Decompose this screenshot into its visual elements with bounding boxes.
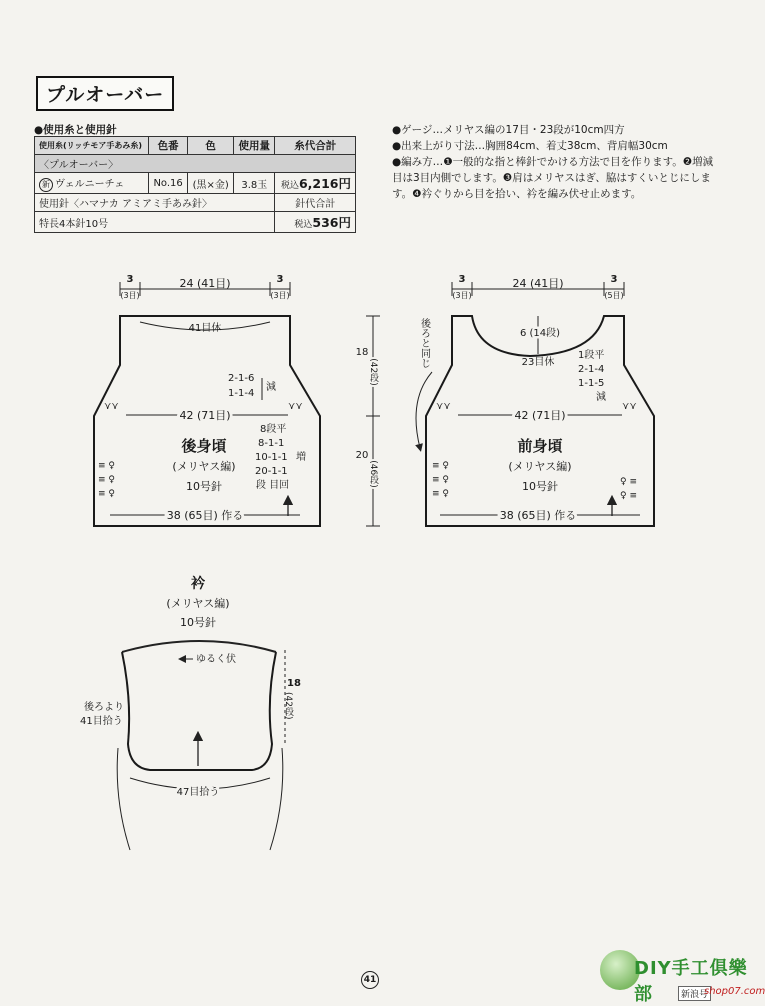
svg-text:≡ ♀: ≡ ♀ — [98, 489, 115, 499]
back-height-lower-rows: (46段) — [368, 460, 378, 488]
svg-text:⋎⋎: ⋎⋎ — [622, 401, 637, 412]
svg-text:♀ ≡: ♀ ≡ — [620, 477, 637, 487]
yarn-name: ヴェルニーチェ — [55, 178, 125, 190]
back-dec-label: 減 — [266, 382, 276, 393]
back-title: 後身頃 — [181, 437, 227, 455]
back-inc-row-3: 10-1-1 — [255, 452, 288, 463]
collar-needle: 10号針 — [180, 616, 216, 629]
back-side-stitches-right: (3目) — [270, 291, 290, 300]
svg-text:≡ ♀: ≡ ♀ — [432, 461, 449, 471]
front-side-width-right: 3 — [610, 274, 618, 285]
back-height-lower: 20 — [355, 450, 369, 461]
front-neck-dec-1: 1段平 — [578, 350, 605, 361]
yarn-amount: 3.8玉 — [234, 173, 275, 194]
collar-pick-total: 47目拾う — [176, 787, 220, 798]
back-stitch: (メリヤス編) — [172, 460, 236, 473]
front-neck-depth: 6 (14段) — [519, 328, 561, 339]
page-title: プルオーバー — [36, 76, 174, 111]
logo-text: DIY手工俱樂部 — [634, 958, 748, 1005]
back-chest-width: 42 (71目) — [179, 409, 231, 422]
needle-name: 特長4本針10号 — [35, 212, 275, 233]
back-inc-row-2: 8-1-1 — [258, 438, 285, 449]
front-chest-width: 42 (71目) — [514, 409, 566, 422]
front-neck-dec-4: 減 — [596, 392, 606, 403]
svg-text:≡ ♀: ≡ ♀ — [98, 461, 115, 471]
front-needle: 10号針 — [522, 480, 558, 493]
back-cast-on: 38 (65目) 作る — [166, 509, 244, 522]
back-side-width-left: 3 — [126, 274, 134, 285]
method-note: ●編み方…❶一般的な指と棒針でかける方法で目を作ります。❷増減目は3目内側でします。❸肩はメリヤスはぎ、脇はすくいとじにします。❹衿ぐりから目を拾い、衿を編み伏せ止めます。 — [392, 156, 714, 200]
back-height-upper: 18 — [355, 347, 369, 358]
header-color: 色 — [188, 137, 234, 155]
header-amount: 使用量 — [234, 137, 275, 155]
front-title: 前身頃 — [517, 437, 563, 455]
watermark-logo — [600, 950, 765, 1006]
back-top-width: 24 (41目) — [179, 277, 231, 290]
collar-outline — [122, 652, 276, 770]
back-dec-1: 2-1-6 — [228, 373, 255, 384]
front-neck-rest: 23目休 — [521, 357, 555, 368]
svg-text:⋎⋎: ⋎⋎ — [104, 401, 119, 412]
back-inc-label: 増 — [296, 452, 306, 463]
gauge-note: ●ゲージ…メリヤス編の17目・23段が10cm四方 — [392, 124, 625, 136]
front-body-diagram — [416, 274, 654, 526]
collar-title: 衿 — [191, 576, 205, 592]
front-side-stitches-left: (3目) — [452, 291, 472, 300]
collar-pick-back: 後ろより — [84, 702, 124, 713]
yarn-price: 6,216円 — [298, 176, 351, 191]
materials-heading: ●使用糸と使用針 — [34, 124, 117, 136]
back-inc-row-1: 8段平 — [260, 424, 287, 435]
front-side-width-left: 3 — [458, 274, 466, 285]
collar-diagram — [80, 575, 301, 850]
front-neck-dec-2: 2-1-4 — [578, 364, 605, 375]
collar-pick-back-count: 41目拾う — [80, 716, 123, 727]
collar-height: 18 — [287, 678, 301, 689]
page-number: 41 — [361, 971, 379, 989]
front-cast-on: 38 (65目) 作る — [499, 509, 577, 522]
new-badge: 新 — [39, 178, 53, 192]
size-note: ●出来上がり寸法…胸囲84cm、着丈38cm、背肩幅30cm — [392, 140, 668, 152]
logo-url: shop07.com — [704, 986, 765, 997]
yarn-number: No.16 — [149, 173, 188, 194]
back-needle: 10号針 — [186, 480, 222, 493]
svg-text:≡ ♀: ≡ ♀ — [98, 475, 115, 485]
svg-text:⋎⋎: ⋎⋎ — [288, 401, 303, 412]
needle-cost-header: 針代合計 — [275, 194, 356, 212]
front-side-stitches-right: (5目) — [604, 291, 624, 300]
needle-price-prefix: 税込 — [294, 220, 313, 230]
price-prefix: 税込 — [280, 181, 299, 191]
svg-text:⋎⋎: ⋎⋎ — [436, 401, 451, 412]
back-body-diagram — [94, 274, 380, 526]
collar-loose-bind: ゆるく伏 — [196, 654, 236, 665]
needle-price: 536円 — [312, 215, 351, 230]
back-side-stitches-left: (3目) — [120, 291, 140, 300]
section-label: 〈プルオーバー〉 — [35, 155, 356, 173]
header-number: 色番 — [149, 137, 188, 155]
needle-header: 使用針〈ハマナカ アミアミ手あみ針〉 — [35, 194, 275, 212]
svg-text:♀ ≡: ♀ ≡ — [620, 491, 637, 501]
logo-tag: 新浪号 — [678, 986, 711, 1001]
svg-text:≡ ♀: ≡ ♀ — [432, 489, 449, 499]
back-bind-off: 41目休 — [188, 323, 222, 334]
back-inc-row-4: 20-1-1 — [255, 466, 288, 477]
same-as-back-note: 後ろと同じ — [418, 318, 430, 368]
back-dec-2: 1-1-4 — [228, 388, 255, 399]
back-inc-row-5: 段 目回 — [256, 480, 290, 491]
header-yarn: 使用糸(リッチモア手あみ糸) — [35, 137, 149, 155]
back-side-width-right: 3 — [276, 274, 284, 285]
back-height-upper-rows: (42段) — [368, 358, 378, 386]
front-stitch: (メリヤス編) — [508, 460, 572, 473]
header-cost: 糸代合計 — [275, 137, 356, 155]
collar-height-rows: (42段) — [283, 692, 293, 720]
svg-text:≡ ♀: ≡ ♀ — [432, 475, 449, 485]
collar-stitch: (メリヤス編) — [166, 597, 230, 610]
front-top-width: 24 (41目) — [512, 277, 564, 290]
front-neck-dec-3: 1-1-5 — [578, 378, 605, 389]
yarn-color: (黒×金) — [188, 173, 234, 194]
